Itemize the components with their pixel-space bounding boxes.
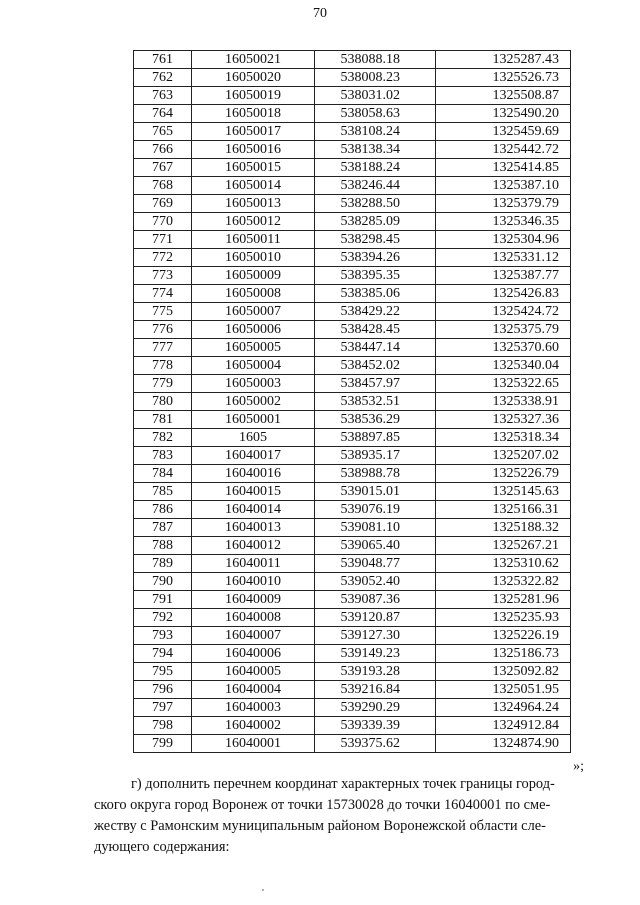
row-number-cell: 761	[134, 51, 192, 69]
y-coordinate-cell: 1324912.84	[436, 717, 571, 735]
table-row	[134, 609, 571, 627]
row-number-cell: 773	[134, 267, 192, 285]
y-coordinate-cell: 1325375.79	[436, 321, 571, 339]
point-id-cell: 16040011	[192, 555, 315, 573]
row-number-cell: 774	[134, 285, 192, 303]
y-coordinate-cell: 1324964.24	[436, 699, 571, 717]
x-coordinate-cell: 539193.28	[315, 663, 436, 681]
x-coordinate-cell: 539120.87	[315, 609, 436, 627]
coordinates-table-body	[134, 51, 571, 753]
x-coordinate-cell: 539290.29	[315, 699, 436, 717]
table-row	[134, 249, 571, 267]
row-number-cell: 763	[134, 87, 192, 105]
y-coordinate-cell: 1325370.60	[436, 339, 571, 357]
point-id-cell: 16040012	[192, 537, 315, 555]
table-row	[134, 699, 571, 717]
point-id-cell: 16040008	[192, 609, 315, 627]
table-row	[134, 591, 571, 609]
table-row	[134, 69, 571, 87]
table-row	[134, 519, 571, 537]
point-id-cell: 16040005	[192, 663, 315, 681]
point-id-cell: 16050006	[192, 321, 315, 339]
row-number-cell: 770	[134, 213, 192, 231]
x-coordinate-cell: 539087.36	[315, 591, 436, 609]
table-row	[134, 141, 571, 159]
row-number-cell: 782	[134, 429, 192, 447]
row-number-cell: 795	[134, 663, 192, 681]
row-number-cell: 783	[134, 447, 192, 465]
row-number-cell: 784	[134, 465, 192, 483]
point-id-cell: 16050012	[192, 213, 315, 231]
row-number-cell: 791	[134, 591, 192, 609]
row-number-cell: 779	[134, 375, 192, 393]
table-row	[134, 123, 571, 141]
page-number: 70	[313, 6, 327, 21]
y-coordinate-cell: 1325281.96	[436, 591, 571, 609]
x-coordinate-cell: 538188.24	[315, 159, 436, 177]
table-row	[134, 321, 571, 339]
y-coordinate-cell: 1325166.31	[436, 501, 571, 519]
point-id-cell: 16050009	[192, 267, 315, 285]
y-coordinate-cell: 1325526.73	[436, 69, 571, 87]
y-coordinate-cell: 1325188.32	[436, 519, 571, 537]
y-coordinate-cell: 1324874.90	[436, 735, 571, 753]
y-coordinate-cell: 1325424.72	[436, 303, 571, 321]
y-coordinate-cell: 1325340.04	[436, 357, 571, 375]
x-coordinate-cell: 538935.17	[315, 447, 436, 465]
x-coordinate-cell: 538138.34	[315, 141, 436, 159]
y-coordinate-cell: 1325207.02	[436, 447, 571, 465]
y-coordinate-cell: 1325226.79	[436, 465, 571, 483]
table-row	[134, 681, 571, 699]
y-coordinate-cell: 1325387.10	[436, 177, 571, 195]
point-id-cell: 16040003	[192, 699, 315, 717]
table-row	[134, 303, 571, 321]
y-coordinate-cell: 1325287.43	[436, 51, 571, 69]
x-coordinate-cell: 539081.10	[315, 519, 436, 537]
table-row	[134, 357, 571, 375]
x-coordinate-cell: 538246.44	[315, 177, 436, 195]
point-id-cell: 16050020	[192, 69, 315, 87]
table-row	[134, 663, 571, 681]
row-number-cell: 776	[134, 321, 192, 339]
table-row	[134, 465, 571, 483]
table-row	[134, 105, 571, 123]
table-row	[134, 339, 571, 357]
point-id-cell: 16040001	[192, 735, 315, 753]
coordinates-table	[133, 50, 571, 753]
x-coordinate-cell: 538288.50	[315, 195, 436, 213]
x-coordinate-cell: 538536.29	[315, 411, 436, 429]
table-row	[134, 537, 571, 555]
table-row	[134, 51, 571, 69]
y-coordinate-cell: 1325426.83	[436, 285, 571, 303]
y-coordinate-cell: 1325051.95	[436, 681, 571, 699]
table-row	[134, 735, 571, 753]
table-row	[134, 195, 571, 213]
point-id-cell: 16040016	[192, 465, 315, 483]
point-id-cell: 16050017	[192, 123, 315, 141]
y-coordinate-cell: 1325459.69	[436, 123, 571, 141]
y-coordinate-cell: 1325145.63	[436, 483, 571, 501]
y-coordinate-cell: 1325442.72	[436, 141, 571, 159]
x-coordinate-cell: 538285.09	[315, 213, 436, 231]
y-coordinate-cell: 1325318.34	[436, 429, 571, 447]
x-coordinate-cell: 538008.23	[315, 69, 436, 87]
y-coordinate-cell: 1325092.82	[436, 663, 571, 681]
x-coordinate-cell: 539015.01	[315, 483, 436, 501]
row-number-cell: 790	[134, 573, 192, 591]
x-coordinate-cell: 538394.26	[315, 249, 436, 267]
table-row	[134, 447, 571, 465]
row-number-cell: 781	[134, 411, 192, 429]
row-number-cell: 777	[134, 339, 192, 357]
point-id-cell: 16050011	[192, 231, 315, 249]
row-number-cell: 788	[134, 537, 192, 555]
point-id-cell: 16050010	[192, 249, 315, 267]
point-id-cell: 16050002	[192, 393, 315, 411]
x-coordinate-cell: 538298.45	[315, 231, 436, 249]
point-id-cell: 16050001	[192, 411, 315, 429]
table-row	[134, 375, 571, 393]
y-coordinate-cell: 1325387.77	[436, 267, 571, 285]
row-number-cell: 786	[134, 501, 192, 519]
y-coordinate-cell: 1325331.12	[436, 249, 571, 267]
x-coordinate-cell: 538429.22	[315, 303, 436, 321]
point-id-cell: 16040017	[192, 447, 315, 465]
x-coordinate-cell: 539048.77	[315, 555, 436, 573]
row-number-cell: 771	[134, 231, 192, 249]
y-coordinate-cell: 1325322.65	[436, 375, 571, 393]
x-coordinate-cell: 538897.85	[315, 429, 436, 447]
y-coordinate-cell: 1325310.62	[436, 555, 571, 573]
amendment-line: жеству с Рамонским муниципальным районом Воронежской области сле-	[94, 818, 546, 834]
x-coordinate-cell: 538447.14	[315, 339, 436, 357]
point-id-cell: 16050015	[192, 159, 315, 177]
x-coordinate-cell: 538031.02	[315, 87, 436, 105]
x-coordinate-cell: 538385.06	[315, 285, 436, 303]
point-id-cell: 16050013	[192, 195, 315, 213]
y-coordinate-cell: 1325327.36	[436, 411, 571, 429]
point-id-cell: 16050019	[192, 87, 315, 105]
amendment-paragraph	[94, 774, 586, 858]
point-id-cell: 16040009	[192, 591, 315, 609]
y-coordinate-cell: 1325267.21	[436, 537, 571, 555]
amendment-line: ского округа город Воронеж от точки 15730028 до точки 16040001 по сме-	[94, 797, 551, 813]
table-row	[134, 231, 571, 249]
x-coordinate-cell: 539076.19	[315, 501, 436, 519]
y-coordinate-cell: 1325338.91	[436, 393, 571, 411]
table-row	[134, 645, 571, 663]
closing-quote: »;	[573, 759, 584, 774]
point-id-cell: 16050021	[192, 51, 315, 69]
x-coordinate-cell: 539216.84	[315, 681, 436, 699]
row-number-cell: 793	[134, 627, 192, 645]
x-coordinate-cell: 539339.39	[315, 717, 436, 735]
x-coordinate-cell: 539127.30	[315, 627, 436, 645]
row-number-cell: 780	[134, 393, 192, 411]
amendment-line: г) дополнить перечнем координат характерных точек границы город-	[131, 776, 555, 792]
y-coordinate-cell: 1325490.20	[436, 105, 571, 123]
x-coordinate-cell: 539375.62	[315, 735, 436, 753]
row-number-cell: 787	[134, 519, 192, 537]
table-row	[134, 573, 571, 591]
row-number-cell: 775	[134, 303, 192, 321]
x-coordinate-cell: 538108.24	[315, 123, 436, 141]
x-coordinate-cell: 538988.78	[315, 465, 436, 483]
y-coordinate-cell: 1325226.19	[436, 627, 571, 645]
row-number-cell: 797	[134, 699, 192, 717]
y-coordinate-cell: 1325508.87	[436, 87, 571, 105]
point-id-cell: 16050008	[192, 285, 315, 303]
table-row	[134, 159, 571, 177]
table-row	[134, 411, 571, 429]
row-number-cell: 778	[134, 357, 192, 375]
point-id-cell: 16050003	[192, 375, 315, 393]
point-id-cell: 16040004	[192, 681, 315, 699]
row-number-cell: 796	[134, 681, 192, 699]
x-coordinate-cell: 538058.63	[315, 105, 436, 123]
point-id-cell: 16040006	[192, 645, 315, 663]
point-id-cell: 16040002	[192, 717, 315, 735]
row-number-cell: 762	[134, 69, 192, 87]
x-coordinate-cell: 538457.97	[315, 375, 436, 393]
x-coordinate-cell: 538452.02	[315, 357, 436, 375]
point-id-cell: 16040013	[192, 519, 315, 537]
amendment-line: дующего содержания:	[94, 839, 230, 855]
x-coordinate-cell: 539065.40	[315, 537, 436, 555]
y-coordinate-cell: 1325379.79	[436, 195, 571, 213]
table-row	[134, 87, 571, 105]
point-id-cell: 16050004	[192, 357, 315, 375]
row-number-cell: 764	[134, 105, 192, 123]
point-id-cell: 16050005	[192, 339, 315, 357]
y-coordinate-cell: 1325322.82	[436, 573, 571, 591]
table-row	[134, 285, 571, 303]
table-row	[134, 627, 571, 645]
point-id-cell: 16050014	[192, 177, 315, 195]
scan-dot-mark	[262, 889, 264, 891]
x-coordinate-cell: 539052.40	[315, 573, 436, 591]
table-row	[134, 267, 571, 285]
row-number-cell: 794	[134, 645, 192, 663]
x-coordinate-cell: 538428.45	[315, 321, 436, 339]
row-number-cell: 765	[134, 123, 192, 141]
row-number-cell: 785	[134, 483, 192, 501]
point-id-cell: 16050018	[192, 105, 315, 123]
row-number-cell: 769	[134, 195, 192, 213]
row-number-cell: 767	[134, 159, 192, 177]
row-number-cell: 799	[134, 735, 192, 753]
point-id-cell: 16040010	[192, 573, 315, 591]
x-coordinate-cell: 538395.35	[315, 267, 436, 285]
row-number-cell: 792	[134, 609, 192, 627]
table-row	[134, 501, 571, 519]
row-number-cell: 789	[134, 555, 192, 573]
point-id-cell: 16050016	[192, 141, 315, 159]
y-coordinate-cell: 1325414.85	[436, 159, 571, 177]
point-id-cell: 16040007	[192, 627, 315, 645]
x-coordinate-cell: 539149.23	[315, 645, 436, 663]
table-row	[134, 177, 571, 195]
point-id-cell: 16040014	[192, 501, 315, 519]
row-number-cell: 768	[134, 177, 192, 195]
row-number-cell: 772	[134, 249, 192, 267]
row-number-cell: 798	[134, 717, 192, 735]
point-id-cell: 16050007	[192, 303, 315, 321]
table-row	[134, 717, 571, 735]
table-row	[134, 213, 571, 231]
y-coordinate-cell: 1325304.96	[436, 231, 571, 249]
y-coordinate-cell: 1325346.35	[436, 213, 571, 231]
row-number-cell: 766	[134, 141, 192, 159]
table-row	[134, 555, 571, 573]
point-id-cell: 16040015	[192, 483, 315, 501]
y-coordinate-cell: 1325186.73	[436, 645, 571, 663]
table-row	[134, 393, 571, 411]
x-coordinate-cell: 538532.51	[315, 393, 436, 411]
table-row	[134, 483, 571, 501]
point-id-cell: 1605	[192, 429, 315, 447]
x-coordinate-cell: 538088.18	[315, 51, 436, 69]
y-coordinate-cell: 1325235.93	[436, 609, 571, 627]
table-row	[134, 429, 571, 447]
